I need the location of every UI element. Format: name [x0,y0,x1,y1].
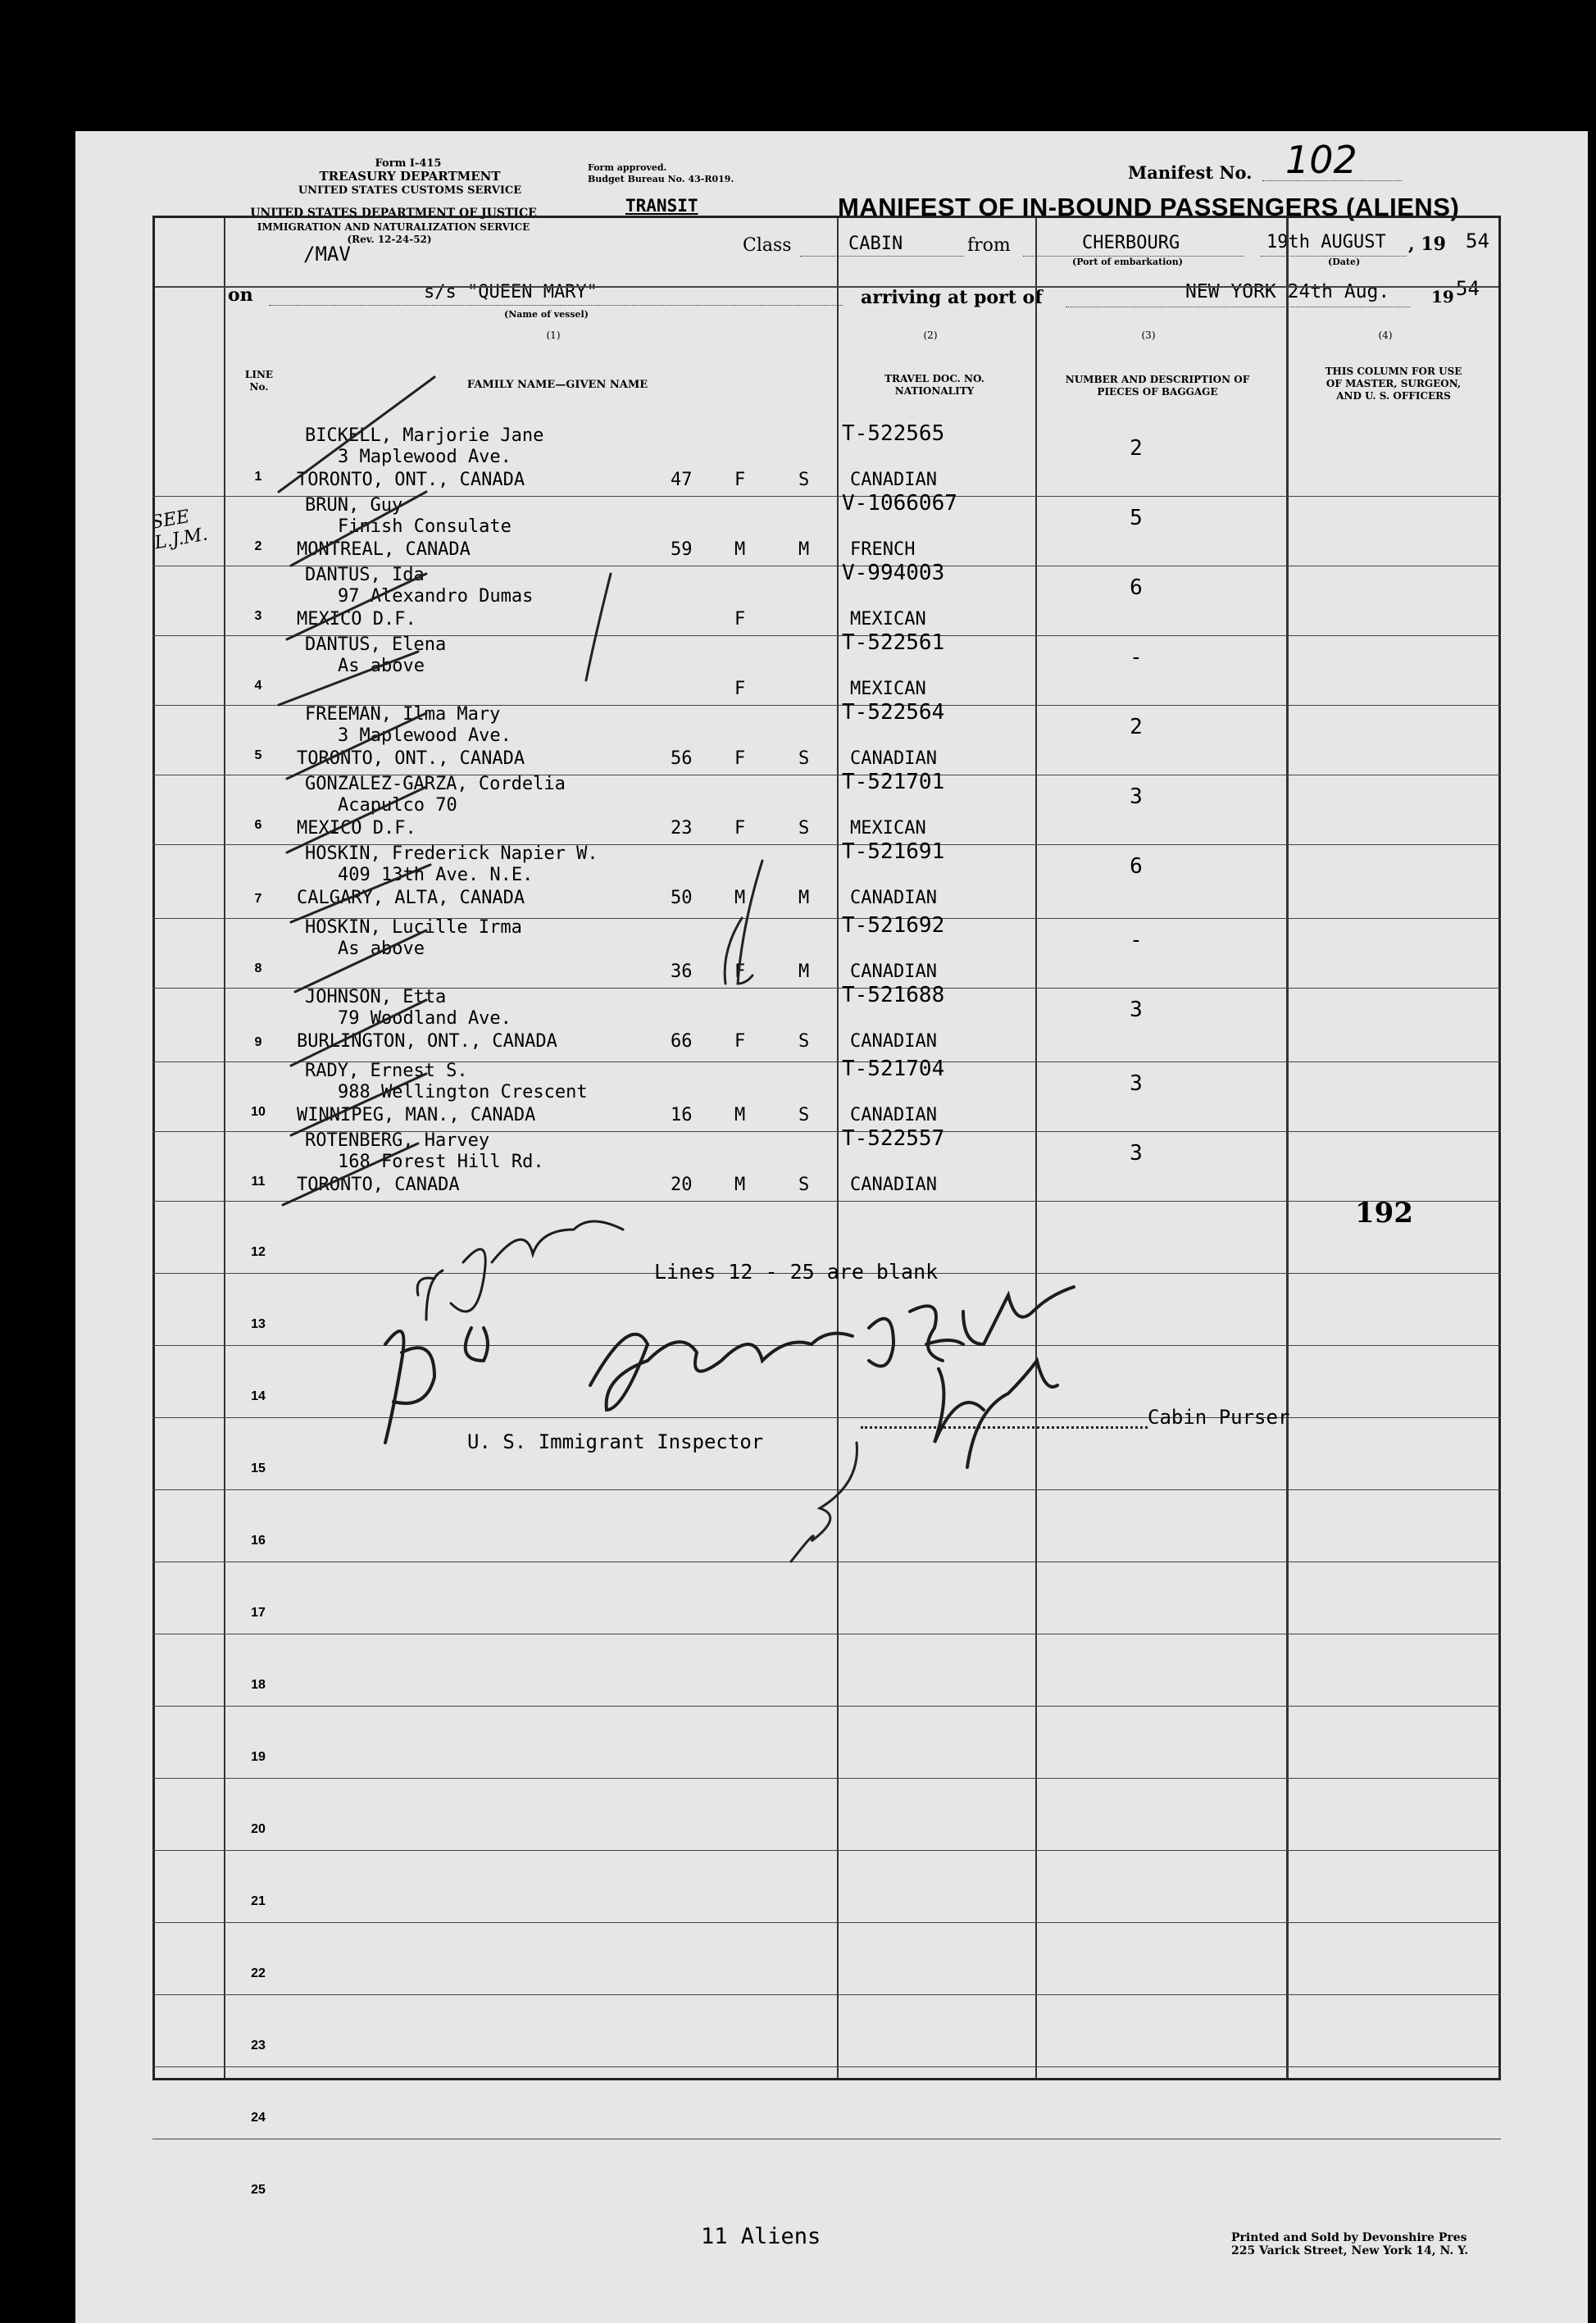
port-caption: (Port of embarkation) [1072,257,1183,267]
column-number-2: (2) [923,330,938,341]
checkmark [291,1000,426,1066]
travel-doc-number: T-521691 [842,839,945,864]
line-number: 13 [251,1317,266,1331]
address-line-2: WINNIPEG, MAN., CANADA [297,1105,536,1125]
travel-doc-number: T-521704 [842,1057,945,1081]
line-number: 16 [251,1534,266,1548]
sex: F [734,679,746,699]
transit-label: TRANSIT [625,196,698,216]
officer-initials [417,1221,623,1320]
baggage-count: 6 [1130,575,1143,600]
address-line-2: BURLINGTON, ONT., CANADA [297,1031,557,1052]
printer-line-1: Printed and Sold by Devonshire Pres [1231,2231,1467,2244]
officer-use-header-line2: OF MASTER, SURGEON, [1325,378,1462,389]
baggage-count: 2 [1130,436,1143,461]
marital-status: M [798,539,810,560]
nationality: CANADIAN [850,748,937,769]
age: 47 [671,470,693,490]
marital-status: S [798,748,810,769]
justice-department: UNITED STATES DEPARTMENT OF JUSTICE [250,207,537,220]
checkmark [291,492,426,566]
address-line-1: 3 Maplewood Ave. [338,447,512,467]
sex: F [734,961,746,982]
age: 20 [671,1175,693,1195]
address-line-2: CALGARY, ALTA, CANADA [297,888,525,908]
address-line-2: TORONTO, ONT., CANADA [297,748,525,769]
baggage-count: 2 [1130,715,1143,739]
family-name: BICKELL, Marjorie Jane [305,425,544,446]
customs-service: UNITED STATES CUSTOMS SERVICE [298,184,522,197]
departure-year: 54 [1466,230,1489,252]
travel-doc-header: TRAVEL DOC. NO. [884,373,984,384]
arrival-year-prefix: 19 [1431,287,1454,307]
address-line-2: MONTREAL, CANADA [297,539,471,560]
travel-doc-number: T-522565 [842,421,945,446]
baggage-count: 3 [1130,784,1143,809]
family-name: DANTUS, Ida [305,565,425,585]
line-number: 12 [251,1245,266,1259]
checkmark [295,930,426,992]
sex: F [734,818,746,839]
baggage-count: 3 [1130,998,1143,1022]
line-number: 23 [251,2039,266,2053]
marital-status: S [798,818,810,839]
age: 50 [671,888,693,908]
address-line-1: 988 Wellington Crescent [338,1082,588,1102]
line-number: 25 [251,2183,266,2197]
checkmark [287,574,426,639]
family-name: DANTUS, Elena [305,634,447,655]
line-number: 6 [254,818,262,832]
age: 66 [671,1031,693,1052]
travel-doc-number: T-521688 [842,983,945,1007]
line-number: 5 [254,748,262,762]
sex: M [734,539,746,560]
line-number: 10 [251,1105,266,1119]
sex: F [734,1031,746,1052]
address-line-1: 97 Alexandro Dumas [338,586,534,607]
address-line-1: As above [338,939,425,959]
inspector-signature [385,1287,1074,1443]
vessel-caption: (Name of vessel) [504,309,589,320]
address-line-2: TORONTO, ONT., CANADA [297,470,525,490]
immigration-service: IMMIGRATION AND NATURALIZATION SERVICE [257,221,530,233]
address-line-1: As above [338,656,425,676]
address-line-1: Finish Consulate [338,516,512,537]
line-no-header: LINE No. [244,369,274,393]
baggage-count: 6 [1130,854,1143,879]
sex: M [734,1105,746,1125]
purser-label: Cabin Purser [1148,1406,1290,1429]
family-name: FREEMAN, Ilma Mary [305,704,501,725]
baggage-count: 3 [1130,1141,1143,1166]
address-line-1: Acapulco 70 [338,795,457,816]
travel-doc-number: T-521701 [842,770,945,794]
line-number: 3 [254,609,262,623]
purser-signature [934,1361,1057,1467]
pen-stroke [738,861,762,984]
sex: F [734,748,746,769]
baggage-count: 5 [1130,506,1143,530]
checkmark [291,1074,426,1135]
arrival-port-date: NEW YORK 24th Aug. [1185,281,1390,302]
line-number: 17 [251,1606,266,1620]
age: 59 [671,539,693,560]
line-number: 11 [251,1175,266,1189]
marital-status: S [798,1105,810,1125]
form-number: Form I-415 [375,157,442,170]
officer-use-header-line3: AND U. S. OFFICERS [1336,390,1451,402]
from-label: from [967,235,1011,256]
address-line-1: 409 13th Ave. N.E. [338,865,534,885]
address-line-1: 79 Woodland Ave. [338,1008,512,1029]
family-name: GONZALEZ-GARZA, Cordelia [305,774,566,794]
form-approved: Form approved. [588,162,667,173]
family-name: RADY, Ernest S. [305,1061,468,1081]
date-caption: (Date) [1328,257,1361,267]
vessel-name: s/s "QUEEN MARY" [424,282,598,302]
manifest-number: 102 [1285,138,1357,182]
blank-lines-note: Lines 12 - 25 are blank [654,1260,939,1284]
family-name: HOSKIN, Frederick Napier W. [305,843,598,864]
line-number: 2 [254,539,262,553]
arrival-year: 54 [1456,277,1480,300]
name-column-header: FAMILY NAME—GIVEN NAME [466,379,648,391]
line-number: 14 [251,1389,266,1403]
sex: F [734,609,746,630]
age: 56 [671,748,693,769]
checkmark [279,652,418,705]
total-aliens: 11 Aliens [701,2224,821,2249]
family-name: BRUN, Guy [305,495,403,516]
column-number-4: (4) [1378,330,1393,341]
marital-status: M [798,888,810,908]
sex: M [734,1175,746,1195]
address-line-1: 3 Maplewood Ave. [338,725,512,746]
marital-status: S [798,1031,810,1052]
checkmark [283,1143,418,1205]
line-number: 9 [254,1035,262,1049]
stamp-number: 192 [1355,1197,1413,1230]
travel-doc-number: T-522561 [842,630,945,655]
family-name: HOSKIN, Lucille Irma [305,917,522,938]
column-number-3: (3) [1141,330,1156,341]
margin-note: SEE L.J.M. [149,506,210,554]
marital-status: M [798,961,810,982]
address-line-2: MEXICO D.F. [297,818,416,839]
baggage-header-line1: NUMBER AND DESCRIPTION OF [1065,374,1250,385]
departure-year-prefix: , 19 [1408,234,1446,255]
age: 36 [671,961,693,982]
class-value: CABIN [848,234,903,254]
family-name: JOHNSON, Etta [305,987,447,1007]
nationality: FRENCH [850,539,916,560]
sex: F [734,470,746,490]
baggage-header-line2: PIECES OF BAGGAGE [1097,386,1218,398]
manifest-title: MANIFEST OF IN-BOUND PASSENGERS (ALIENS) [838,193,1460,221]
line-number: 21 [251,1894,266,1908]
revision-date: (Rev. 12-24-52) [347,234,432,245]
baggage-count: 3 [1130,1071,1143,1096]
line-number: 20 [251,1822,266,1836]
printer-line-2: 225 Varick Street, New York 14, N. Y. [1231,2244,1469,2257]
nationality: CANADIAN [850,1031,937,1052]
baggage-count: - [1130,928,1143,952]
travel-doc-number: T-522564 [842,700,945,725]
budget-bureau: Budget Bureau No. 43-R019. [588,174,734,184]
line-number: 19 [251,1750,266,1764]
nationality: CANADIAN [850,1105,937,1125]
age: 23 [671,818,693,839]
checkmark [287,713,426,779]
arriving-label: arriving at port of [861,287,1043,308]
checkmark [287,787,426,852]
travel-doc-number: T-521692 [842,913,945,938]
officer-use-header-line1: THIS COLUMN FOR USE [1325,366,1462,377]
line-number: 8 [254,961,262,975]
address-line-1: 168 Forest Hill Rd. [338,1152,544,1172]
nationality: CANADIAN [850,470,937,490]
nationality: MEXICAN [850,609,926,630]
address-line-2: MEXICO D.F. [297,609,416,630]
on-label: on [228,284,253,306]
pen-stroke [791,1443,857,1562]
address-line-2: TORONTO, CANADA [297,1175,460,1195]
travel-doc-number: V-994003 [842,561,945,585]
mav-code: /MAV [303,243,351,266]
checkmark [291,865,430,922]
line-number: 18 [251,1678,266,1692]
travel-doc-number: V-1066067 [842,491,957,516]
inspector-label: U. S. Immigrant Inspector [467,1430,764,1453]
line-number: 24 [251,2111,266,2125]
nationality: CANADIAN [850,888,937,908]
line-number: 4 [254,679,262,693]
nationality-header: NATIONALITY [894,385,975,397]
marital-status: S [798,470,810,490]
age: 16 [671,1105,693,1125]
nationality: CANADIAN [850,1175,937,1195]
nationality: MEXICAN [850,818,926,839]
port-of-embarkation: CHERBOURG [1082,233,1180,253]
line-number: 15 [251,1462,266,1475]
line-number: 1 [254,470,262,484]
line-number: 7 [254,892,262,906]
column-number-1: (1) [546,330,561,341]
line-number: 22 [251,1966,266,1980]
baggage-count: - [1130,645,1143,670]
manifest-no-label: Manifest No. [1128,162,1253,183]
treasury-department: TREASURY DEPARTMENT [319,169,501,184]
nationality: MEXICAN [850,679,926,699]
checkmark [279,377,434,492]
family-name: ROTENBERG, Harvey [305,1130,490,1151]
departure-date: 19th AUGUST [1266,232,1386,252]
nationality: CANADIAN [850,961,937,982]
class-label: Class [743,235,792,256]
travel-doc-number: T-522557 [842,1126,945,1151]
marital-status: S [798,1175,810,1195]
sex: M [734,888,746,908]
pen-stroke [586,574,611,680]
